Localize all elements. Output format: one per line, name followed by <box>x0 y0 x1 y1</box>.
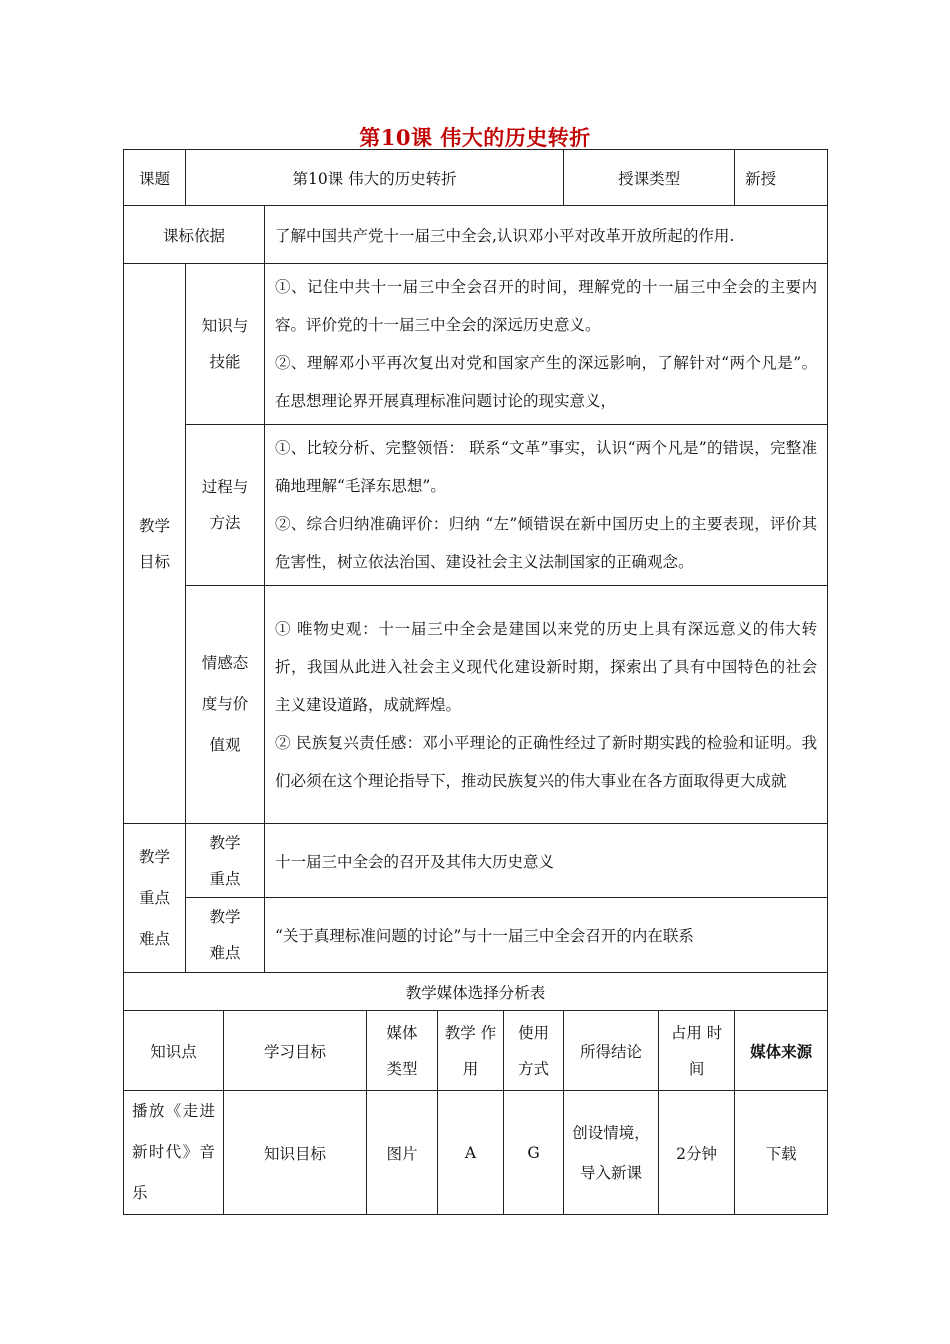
difficulty-value: “关于真理标准问题的讨论”与十一届三中全会召开的内在联系 <box>265 898 828 973</box>
header-time: 占用 时 间 <box>659 1011 735 1091</box>
goal-knowledge-row <box>124 264 828 425</box>
difficulty-label: 教学 难点 <box>186 898 265 973</box>
cell-media-type: 图片 <box>367 1091 438 1215</box>
key-points-label: 教学 重点 难点 <box>124 824 186 973</box>
header-role: 教学 作 用 <box>438 1011 504 1091</box>
topic-value: 第10课 伟大的历史转折 <box>186 150 564 206</box>
emotion-content: ① 唯物史观：十一届三中全会是建国以来党的历史上具有深远意义的伟大转折，我国从此进入社会主义现代化建设新时期，探索出了具有中国特色的社会主义建设道路，成就辉煌。 ② 民族复兴责任感：邓小平理论的正确性经过了新时期实践的检验和证明。我们必须在这个理论指导下，推动民族复兴的伟大事业在各方面取得更大成就 <box>265 586 828 824</box>
media-header-row <box>124 1011 828 1091</box>
header-conclusion: 所得结论 <box>564 1011 659 1091</box>
topic-label: 课题 <box>124 150 186 206</box>
cell-role: A <box>438 1091 504 1215</box>
basis-value: 了解中国共产党十一届三中全会,认识邓小平对改革开放所起的作用. <box>265 206 828 264</box>
header-learning-goal: 学习目标 <box>224 1011 367 1091</box>
focus-value: 十一届三中全会的召开及其伟大历史意义 <box>265 824 828 898</box>
header-usage: 使用 方式 <box>504 1011 564 1091</box>
goal-emotion-row <box>124 586 828 824</box>
basis-row <box>124 206 828 264</box>
process-content: ①、比较分析、完整领悟： 联系“文革”事实，认识“两个凡是”的错误，完整准确地理解“毛泽东思想”。 ②、综合归纳准确评价：归纳 “左”倾错误在新中国历史上的主要表现，评价其危害性，树立依法治国、建设社会主义法制国家的正确观念。 <box>265 425 828 586</box>
goals-label: 教学 目标 <box>124 264 186 824</box>
goal-process-row <box>124 425 828 586</box>
lesson-type-label: 授课类型 <box>564 150 735 206</box>
cell-source: 下载 <box>735 1091 828 1215</box>
process-label: 过程与 方法 <box>186 425 265 586</box>
lesson-plan-table <box>123 149 828 1215</box>
header-knowledge-point: 知识点 <box>124 1011 224 1091</box>
basis-label: 课标依据 <box>124 206 265 264</box>
cell-conclusion: 创设情境，导入新课 <box>564 1091 659 1215</box>
knowledge-content: ①、记住中共十一届三中全会召开的时间，理解党的十一届三中全会的主要内容。评价党的十一届三中全会的深远历史意义。 ②、理解邓小平再次复出对党和国家产生的深远影响，了解针对“两个凡是”。在思想理论界开展真理标准问题讨论的现实意义， <box>265 264 828 425</box>
media-caption-row <box>124 973 828 1011</box>
lesson-type-value: 新授 <box>735 150 828 206</box>
page-title: 第10课 伟大的历史转折 <box>359 125 591 150</box>
topic-row <box>124 150 828 206</box>
emotion-label: 情感态 度与价 值观 <box>186 586 265 824</box>
header-media-type: 媒体 类型 <box>367 1011 438 1091</box>
media-caption: 教学媒体选择分析表 <box>124 973 828 1011</box>
table-row <box>124 1091 828 1215</box>
header-source: 媒体来源 <box>735 1011 828 1091</box>
cell-usage: G <box>504 1091 564 1215</box>
focus-row <box>124 824 828 898</box>
cell-time: 2分钟 <box>659 1091 735 1215</box>
focus-label: 教学 重点 <box>186 824 265 898</box>
difficulty-row <box>124 898 828 973</box>
knowledge-label: 知识与 技能 <box>186 264 265 425</box>
cell-learning-goal: 知识目标 <box>224 1091 367 1215</box>
cell-knowledge-point: 播放《走进新时代》音乐 <box>124 1091 224 1215</box>
